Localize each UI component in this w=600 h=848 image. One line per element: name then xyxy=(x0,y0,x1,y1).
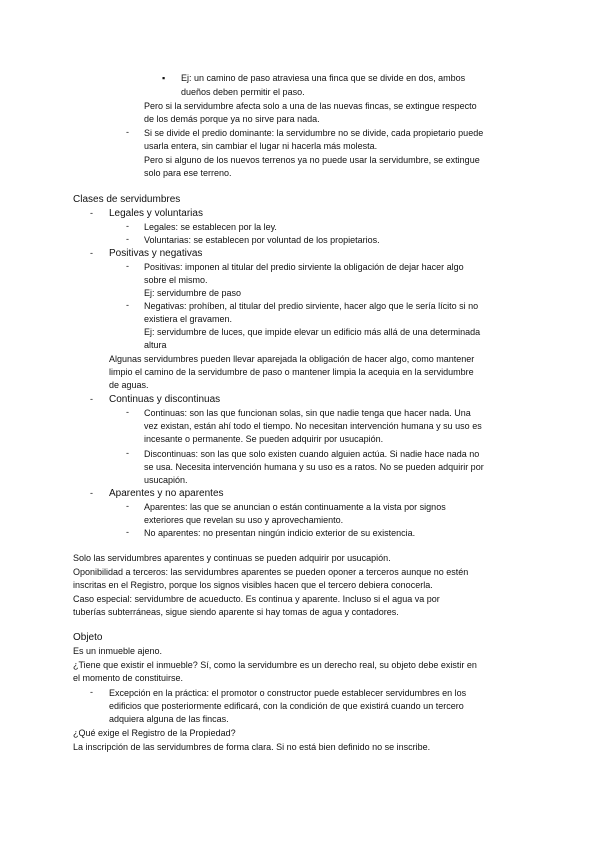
dash-marker: - xyxy=(90,248,93,258)
text-line: Voluntarias: se establecen por voluntad de los propietarios. xyxy=(144,235,380,245)
dash-marker: - xyxy=(126,127,129,137)
text-line: solo para ese terreno. xyxy=(144,168,232,178)
text-line: de los demás porque ya no sirve para nada. xyxy=(144,114,320,124)
section-heading: Clases de servidumbres xyxy=(73,194,181,205)
text-line: Excepción en la práctica: el promotor o constructor puede establecer servidumbres en los xyxy=(109,688,467,698)
text-line: se usa. Necesita intervención humana y su uso es a ratos. No se pueden adquirir por xyxy=(144,462,484,472)
text-line: Legales: se establecen por la ley. xyxy=(144,222,277,232)
text-line: altura xyxy=(144,340,167,350)
text-line: sobre el mismo. xyxy=(144,275,208,285)
text-line: Es un inmueble ajeno. xyxy=(73,646,163,656)
dash-marker: - xyxy=(90,394,93,404)
dash-marker: - xyxy=(126,261,129,271)
text-line: de aguas. xyxy=(109,380,149,390)
dash-marker: - xyxy=(90,687,93,697)
dash-marker: - xyxy=(126,527,129,537)
text-line: limpio el camino de la servidumbre de paso o mantener limpia la acequia en la servidumbre xyxy=(109,367,474,377)
text-line: dueños deben permitir el paso. xyxy=(181,87,305,97)
dash-marker: - xyxy=(126,448,129,458)
text-line: edificios que posteriormente edificará, con la condición de que existirá cuando un tercero xyxy=(109,701,464,711)
text-line: tuberías subterráneas, sigue siendo aparente si hay tomas de agua y contadores. xyxy=(73,607,399,617)
text-line: exteriores que revelan su uso y aprovechamiento. xyxy=(144,515,344,525)
text-line: el momento de constituirse. xyxy=(73,673,184,683)
dash-marker: - xyxy=(126,501,129,511)
text-line: Ej: servidumbre de paso xyxy=(144,288,242,298)
bullet-marker: ▪ xyxy=(162,73,166,83)
subsection-label: Positivas y negativas xyxy=(109,248,203,259)
text-line: ¿Tiene que existir el inmueble? Sí, como la servidumbre es un derecho real, su objeto debe existir en xyxy=(73,660,477,670)
dash-marker: - xyxy=(126,407,129,417)
text-line: Pero si la servidumbre afecta solo a una de las nuevas fincas, se extingue respecto xyxy=(144,101,477,111)
text-line: incesante o permanente. Se pueden adquirir por usucapión. xyxy=(144,434,384,444)
text-line: Si se divide el predio dominante: la servidumbre no se divide, cada propietario puede xyxy=(144,128,484,138)
text-line: Algunas servidumbres pueden llevar aparejada la obligación de hacer algo, como mantener xyxy=(109,354,475,364)
dash-marker: - xyxy=(126,234,129,244)
text-line: vez existan, están ahí todo el tiempo. No necesitan intervención humana y su uso es xyxy=(144,421,482,431)
subsection-label: Aparentes y no aparentes xyxy=(109,488,224,499)
text-line: ¿Qué exige el Registro de la Propiedad? xyxy=(73,728,236,738)
text-line: Discontinuas: son las que solo existen cuando alguien actúa. Si nadie hace nada no xyxy=(144,449,480,459)
text-line: Ej: un camino de paso atraviesa una finca que se divide en dos, ambos xyxy=(181,73,466,83)
dash-marker: - xyxy=(90,208,93,218)
subsection-label: Legales y voluntarias xyxy=(109,208,203,219)
text-line: usucapión. xyxy=(144,475,188,485)
text-line: Continuas: son las que funcionan solas, sin que nadie tenga que hacer nada. Una xyxy=(144,408,471,418)
text-line: Positivas: imponen al titular del predio sirviente la obligación de dejar hacer algo xyxy=(144,262,464,272)
text-line: adquiera alguna de las fincas. xyxy=(109,714,229,724)
section-heading: Objeto xyxy=(73,632,103,643)
text-line: existiera el gravamen. xyxy=(144,314,233,324)
text-line: Oponibilidad a terceros: las servidumbres aparentes se pueden oponer a terceros aunque no estén xyxy=(73,567,469,577)
text-line: Solo las servidumbres aparentes y continuas se pueden adquirir por usucapión. xyxy=(73,553,391,563)
text-line: Caso especial: servidumbre de acueducto. Es continua y aparente. Incluso si el agua va por xyxy=(73,594,440,604)
dash-marker: - xyxy=(126,300,129,310)
text-line: Aparentes: las que se anuncian o están continuamente a la vista por signos xyxy=(144,502,446,512)
subsection-label: Continuas y discontinuas xyxy=(109,394,221,405)
dash-marker: - xyxy=(126,221,129,231)
text-line: Ej: servidumbre de luces, que impide elevar un edificio más allá de una determinada xyxy=(144,327,481,337)
text-line: La inscripción de las servidumbres de forma clara. Si no está bien definido no se inscribe. xyxy=(73,742,431,752)
dash-marker: - xyxy=(90,488,93,498)
text-line: inscritas en el Registro, porque los signos visibles hacen que el tercero debiera conocerla. xyxy=(73,580,433,590)
text-line: Pero si alguno de los nuevos terrenos ya no puede usar la servidumbre, se extingue xyxy=(144,155,480,165)
text-line: usarla entera, sin cambiar el lugar ni hacerla más molesta. xyxy=(144,141,378,151)
text-line: No aparentes: no presentan ningún indicio exterior de su existencia. xyxy=(144,528,416,538)
text-line: Negativas: prohíben, al titular del predio sirviente, hacer algo que le sería lícito si no xyxy=(144,301,479,311)
